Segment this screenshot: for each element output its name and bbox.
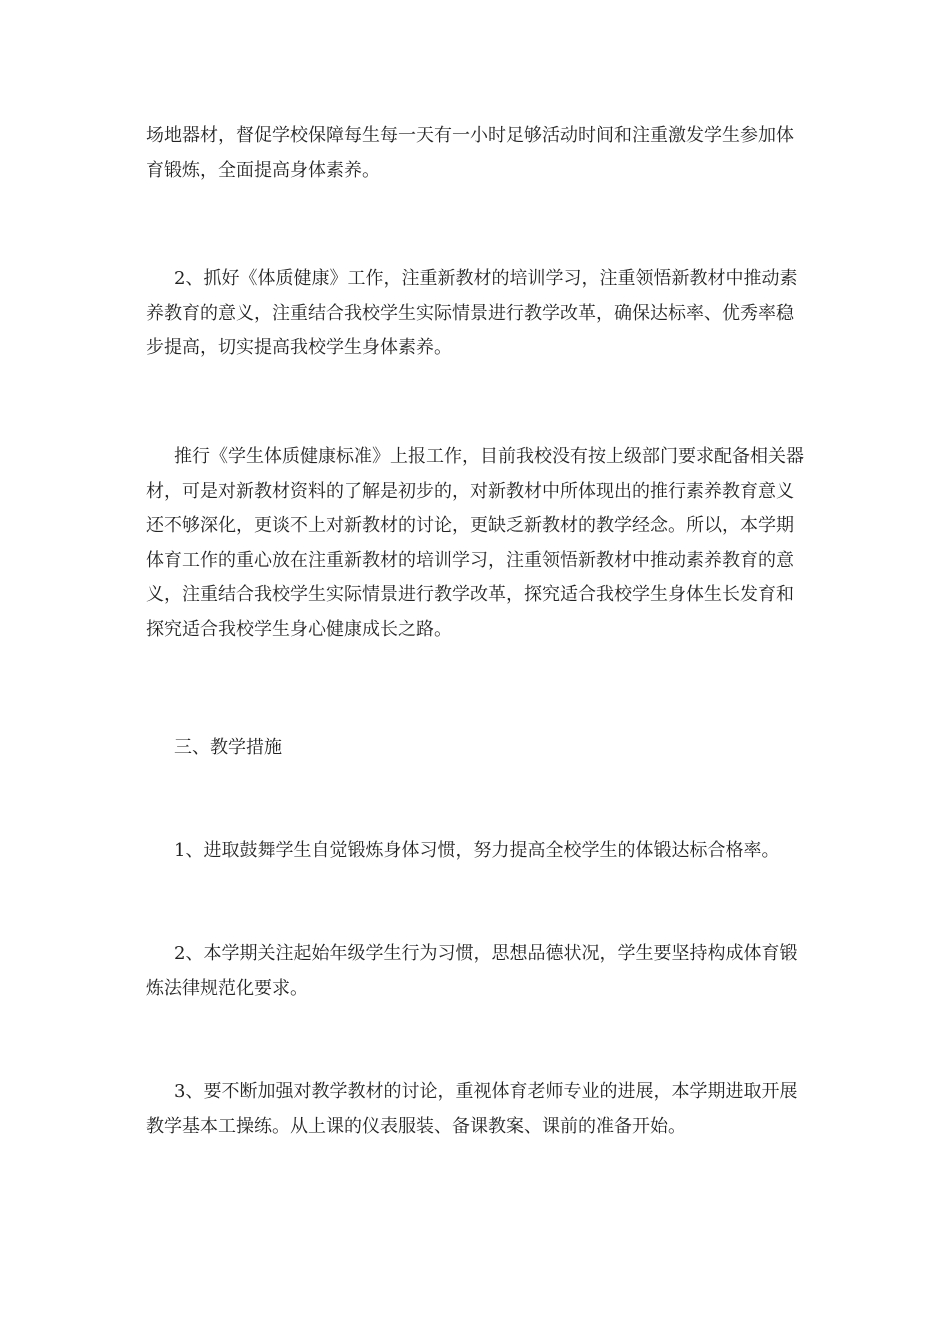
paragraph-physical-health: 2、抓好《体质健康》工作，注重新教材的培训学习，注重领悟新教材中推动素养教育的意义，注重结合我校学生实际情景进行教学改革，确保达标率、优秀率稳步提高，切实提高我校学生身体素养。 <box>146 268 798 358</box>
paragraph-measure-1: 1、进取鼓舞学生自觉锻炼身体习惯，努力提高全校学生的体锻达标合格率。 <box>174 840 780 861</box>
paragraph-measure-2: 2、本学期关注起始年级学生行为习惯，思想品德状况，学生要坚持构成体育锻炼法律规范化要求。 <box>146 943 798 999</box>
paragraph-standard-reporting: 推行《学生体质健康标准》上报工作，目前我校没有按上级部门要求配备相关器材，可是对新教材资料的了解是初步的，对新教材中所体现出的推行素养教育意义还不够深化，更谈不上对新教材的讨论，更缺乏新教材的教学经念。所以，本学期体育工作的重心放在注重新教材的培训学习，注重领悟新教材中推动素养教育的意义，注重结合我校学生实际情景进行教学改革，探究适合我校学生身体生长发育和探究适合我校学生身心健康成长之路。 <box>146 446 804 640</box>
section-heading-teaching-measures: 三、教学措施 <box>174 737 282 758</box>
paragraph-continuation: 场地器材，督促学校保障每生每一天有一小时足够活动时间和注重激发学生参加体育锻炼，全面提高身体素养。 <box>146 125 794 181</box>
paragraph-measure-3: 3、要不断加强对教学教材的讨论，重视体育老师专业的进展，本学期进取开展教学基本工操练。从上课的仪表服装、备课教案、课前的准备开始。 <box>146 1081 798 1137</box>
